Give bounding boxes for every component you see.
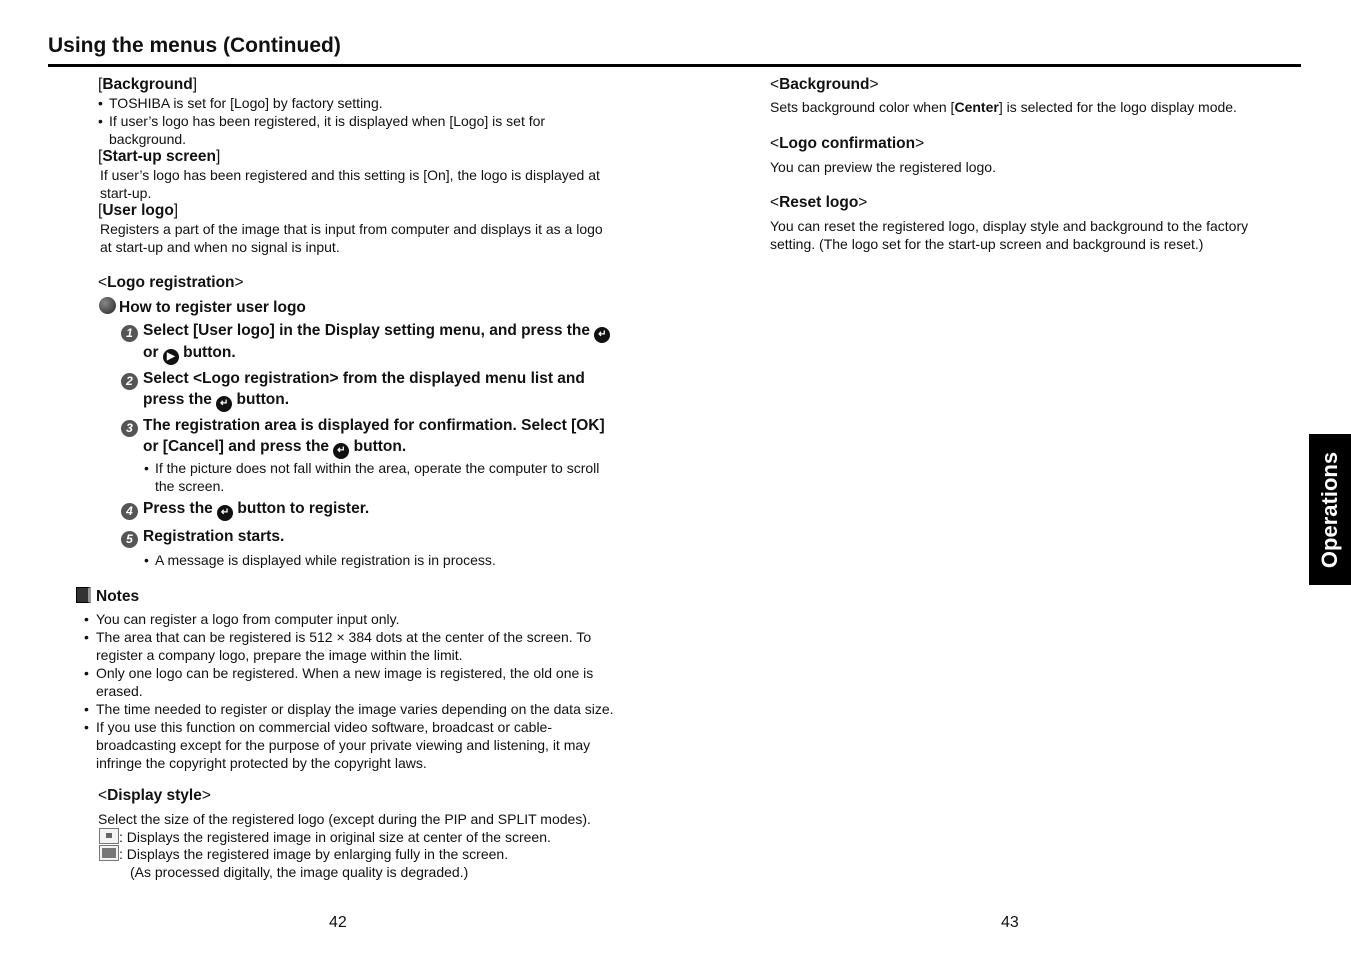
reset-logo-text: You can reset the registered logo, display style and background to the factory setting. (The logo set for the start-up screen and background is reset.) [770, 218, 1249, 252]
background-bullet-1: TOSHIBA is set for [Logo] by factory setting. [109, 95, 383, 111]
operations-side-tab: Operations [1309, 434, 1351, 585]
background-heading: [Background] [98, 76, 198, 93]
display-style-option-2-note: (As processed digitally, the image quality is degraded.) [130, 864, 469, 880]
display-style-intro: Select the size of the registered logo (except during the PIP and SPLIT modes). [98, 811, 591, 827]
howto-heading: How to register user logo [99, 297, 306, 318]
center-display-icon [99, 828, 119, 844]
enter-button-icon: ↵ [217, 505, 233, 521]
reset-logo-heading: <Reset logo> [770, 194, 868, 211]
step-number-2-icon: 2 [121, 373, 138, 390]
notes-list: • You can register a logo from computer input only. • The area that can be registered is 512 × 384 dots at the center of the screen. To register a company logo, prepare the image within the limit. • Only one logo can be registered. When a new image is registered, the old one is erased. • The time needed to register or display the image varies depending on the data size. • If you use this function on commercial video software, broadcast or cable- broadcasting except for the purpose of your private viewing and listening, it may infringe the copyright protected by the copyright laws. [84, 611, 614, 771]
background-bullets: • TOSHIBA is set for [Logo] by factory setting. • If user’s logo has been registered, it is displayed when [Logo] is set for background. [98, 95, 546, 147]
enter-button-icon: ↵ [333, 443, 349, 459]
step-2: 2 Select <Logo registration> from the displayed menu list and press the ↵ button. [121, 369, 585, 412]
right-background-heading: <Background> [770, 76, 879, 93]
notes-icon [76, 587, 91, 603]
userlogo-text: Registers a part of the image that is input from computer and displays it as a logo at start-up and when no signal is input. [100, 221, 603, 255]
step-5-note: • A message is displayed while registration is in process. [144, 552, 496, 568]
enter-button-icon: ↵ [594, 327, 610, 343]
startup-heading: [Start-up screen] [98, 148, 221, 165]
step-number-1-icon: 1 [121, 325, 138, 342]
page-number-left: 42 [329, 914, 347, 931]
logo-confirmation-text: You can preview the registered logo. [770, 159, 996, 175]
background-bullet-2: If user’s logo has been registered, it is displayed when [Logo] is set for [109, 113, 546, 129]
enter-button-icon: ↵ [216, 396, 232, 412]
page-number-right: 43 [1001, 914, 1019, 931]
right-background-text: Sets background color when [Center] is selected for the logo display mode. [770, 99, 1237, 115]
startup-text: If user’s logo has been registered and this setting is [On], the logo is displayed at start-up. [100, 167, 600, 201]
step-1: 1 Select [User logo] in the Display setting menu, and press the ↵ or ▶ button. [121, 321, 610, 365]
circle-bullet-icon [99, 297, 116, 314]
userlogo-heading: [User logo] [98, 202, 179, 219]
notes-heading: Notes [76, 587, 139, 606]
page-title: Using the menus (Continued) [48, 34, 341, 57]
logo-registration-heading: <Logo registration> [98, 274, 244, 291]
full-display-icon [99, 845, 119, 861]
display-style-heading: <Display style> [98, 787, 211, 804]
step-number-5-icon: 5 [121, 531, 138, 548]
step-3: 3 The registration area is displayed for confirmation. Select [OK] or [Cancel] and press the ↵ button. [121, 416, 605, 459]
display-style-option-1: : Displays the registered image in original size at center of the screen. [99, 828, 551, 846]
logo-confirmation-heading: <Logo confirmation> [770, 135, 925, 152]
step-4: 4 Press the ↵ button to register. [121, 499, 369, 521]
right-button-icon: ▶ [163, 349, 179, 365]
display-style-option-2: : Displays the registered image by enlarging fully in the screen. [99, 845, 508, 863]
step-3-note: • If the picture does not fall within the area, operate the computer to scroll the screen. [144, 460, 600, 494]
step-number-4-icon: 4 [121, 503, 138, 520]
step-number-3-icon: 3 [121, 420, 138, 437]
header-rule [48, 64, 1301, 67]
step-5: 5 Registration starts. [121, 527, 284, 548]
